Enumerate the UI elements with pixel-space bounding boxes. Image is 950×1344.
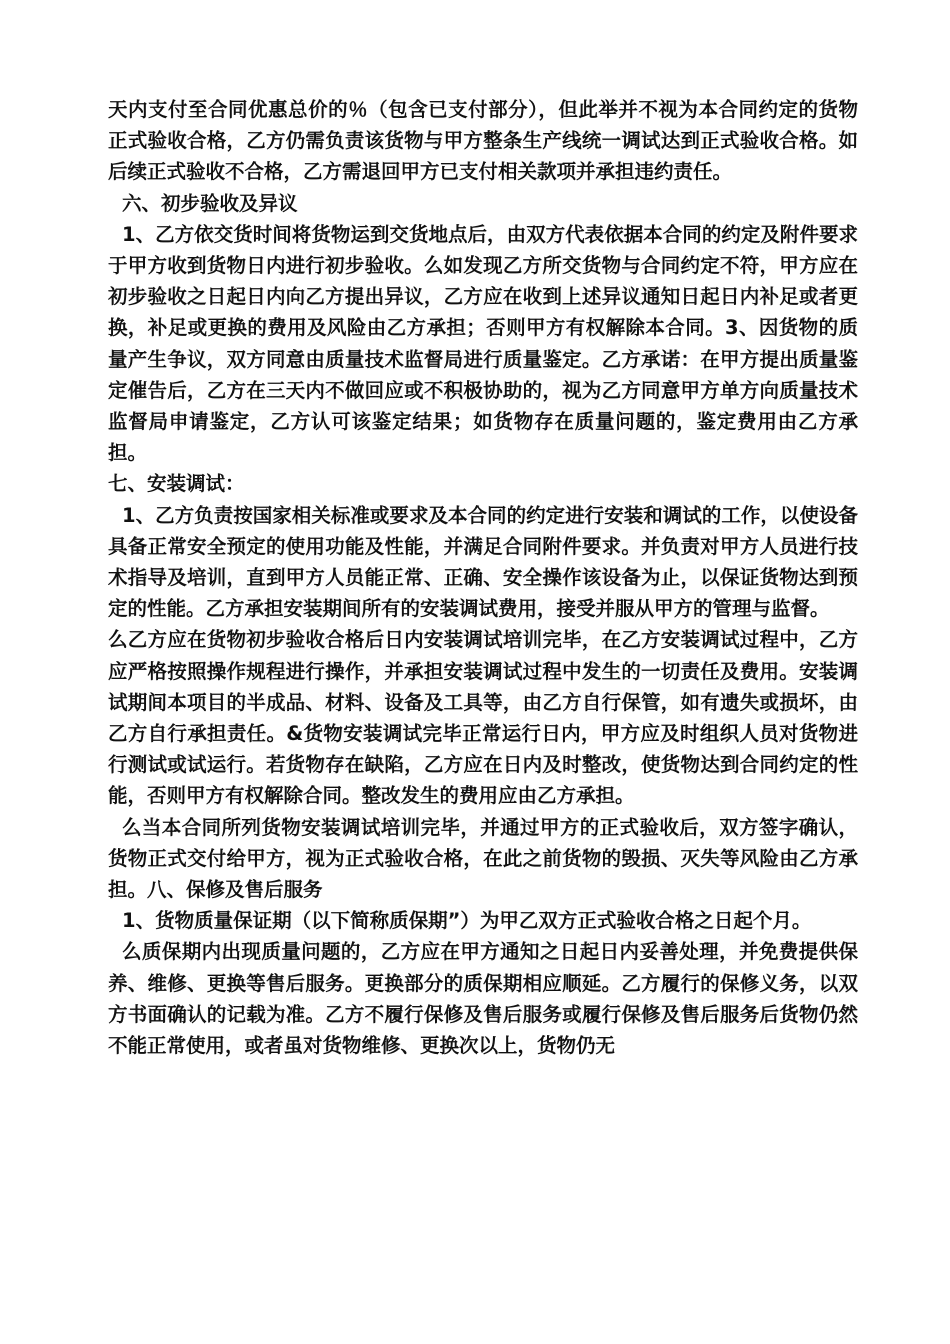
paragraph-warranty-2: 么质保期内出现质量问题的，乙方应在甲方通知之日起日内妥善处理，并免费提供保养、维修、更换等售后服务。更换部分的质保期相应顺延。乙方履行的保修义务，以双方书面确认的记载为准。乙方不履行保修及售后服务或履行保修及售后服务后货物仍然不能正常使用，或者虽对货物维修、更换次以上，货物仍无 xyxy=(108,940,858,1058)
heading-installation: 七、安装调试： xyxy=(108,472,245,496)
paragraph-payment-clause: 天内支付至合同优惠总价的％（包含已支付部分），但此举并不视为本合同约定的货物正式验收合格，乙方仍需负责该货物与甲方整条生产线统一调试达到正式验收合格。如后续正式验收不合格，乙方需退回甲方已支付相关款项并承担违约责任。 xyxy=(108,98,858,184)
paragraph-installation-3: 么当本合同所列货物安装调试培训完毕，并通过甲方的正式验收后，双方签字确认，货物正式交付给甲方，视为正式验收合格，在此之前货物的毁损、灭失等风险由乙方承担。八、保修及售后服务 xyxy=(108,815,858,902)
heading-preliminary-acceptance: 六、初步验收及异议 xyxy=(122,191,298,215)
contract-page xyxy=(108,94,858,1061)
paragraph-warranty-1: 1、货物质量保证期（以下简称质保期”）为甲乙双方正式验收合格之日起个月。 xyxy=(122,909,812,933)
paragraph-preliminary-acceptance: 1、乙方依交货时间将货物运到交货地点后，由双方代表依据本合同的约定及附件要求于甲方收到货物日内进行初步验收。么如发现乙方所交货物与合同约定不符，甲方应在初步验收之日起日内向乙方提出异议，乙方应在收到上述异议通知日起日内补足或者更换，补足或更换的费用及风险由乙方承担；否则甲方有权解除本合同。3、因货物的质量产生争议，双方同意由质量技术监督局进行质量鉴定。乙方承诺：在甲方提出质量鉴定催告后，乙方在三天内不做回应或不积极协助的，视为乙方同意甲方单方向质量技术监督局申请鉴定，乙方认可该鉴定结果；如货物存在质量问题的，鉴定费用由乙方承担。 xyxy=(108,222,858,465)
paragraph-installation-1: 1、乙方负责按国家相关标准或要求及本合同的约定进行安装和调试的工作，以使设备具备正常安全预定的使用功能及性能，并满足合同附件要求。并负责对甲方人员进行技术指导及培训，直到甲方人员能正常、正确、安全操作该设备为止，以保证货物达到预定的性能。乙方承担安装期间所有的安装调试费用，接受并服从甲方的管理与监督。 xyxy=(108,503,858,621)
paragraph-installation-2: 么乙方应在货物初步验收合格后日内安装调试培训完毕，在乙方安装调试过程中，乙方应严格按照操作规程进行操作，并承担安装调试过程中发生的一切责任及费用。安装调试期间本项目的半成品、材料、设备及工具等，由乙方自行保管，如有遗失或损坏，由乙方自行承担责任。&货物安装调试完毕正常运行日内，甲方应及时组织人员对货物进行测试或试运行。若货物存在缺陷，乙方应在日内及时整改，使货物达到合同约定的性能，否则甲方有权解除合同。整改发生的费用应由乙方承担。 xyxy=(108,628,858,808)
